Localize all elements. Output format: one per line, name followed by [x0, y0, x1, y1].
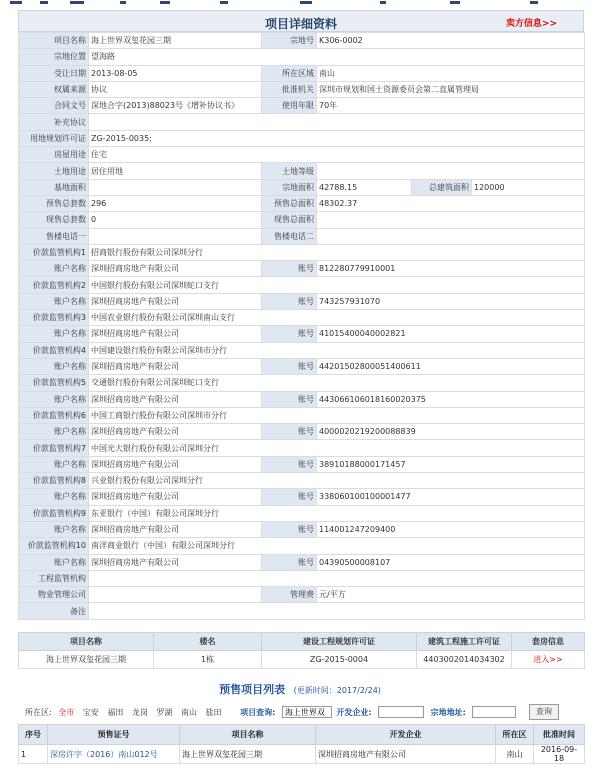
- value-parcel-area: 42788.15: [317, 179, 412, 195]
- presale-title: 预售项目列表: [219, 683, 286, 696]
- row-supervisor-bank: [19, 538, 585, 554]
- presale-table-header: [19, 725, 585, 745]
- label-property-mgmt: 物业管理公司: [19, 587, 89, 603]
- value-account-no: 04390500008107: [317, 554, 585, 570]
- value-house-use: 住宅: [89, 147, 585, 163]
- label-account-no: 账号: [262, 261, 317, 277]
- value-account-name: 深圳招商房地产有限公司: [89, 293, 262, 309]
- label-parcel-area: 宗地面积: [262, 179, 317, 195]
- cell-project-name: 海上世界双玺花园三期: [19, 651, 154, 669]
- label-source: 权属来源: [19, 81, 89, 97]
- col-index: 序号: [19, 725, 48, 745]
- value-account-name: 深圳招商房地产有限公司: [89, 391, 262, 407]
- value-account-name: 深圳招商房地产有限公司: [89, 326, 262, 342]
- label-account-name: 账户名称: [19, 424, 89, 440]
- row-supervisor-bank: [19, 473, 585, 489]
- value-contract: 深地合字(2013)88023号《增补协议书》: [89, 98, 262, 114]
- row-supervisor-account: [19, 489, 585, 505]
- col-permit: 预售证号: [48, 725, 180, 745]
- page-title: 项目详细资料: [264, 17, 337, 31]
- row-project-name: [19, 33, 585, 49]
- label-supervisor: 价款监管机构8: [19, 473, 89, 489]
- cell-index: 1: [19, 745, 48, 764]
- row-supervisor-account: [19, 424, 585, 440]
- row-location: [19, 49, 585, 65]
- label-supervisor: 价款监管机构2: [19, 277, 89, 293]
- row-supervisor-bank: [19, 375, 585, 391]
- label-house-use: 房屋用途: [19, 147, 89, 163]
- value-remarks: [89, 603, 585, 619]
- label-phone1: 售楼电话一: [19, 228, 89, 244]
- value-supervisor-bank: 交通银行股份有限公司深圳蛇口支行: [89, 375, 585, 391]
- row-supervisor-account: [19, 554, 585, 570]
- col-construct-permit: 建筑工程施工许可证: [417, 633, 512, 651]
- label-account-no: 账号: [262, 424, 317, 440]
- row-engineering: [19, 570, 585, 586]
- label-account-name: 账户名称: [19, 521, 89, 537]
- value-presale-units: 296: [89, 195, 262, 211]
- row-supervisor-bank: [19, 342, 585, 358]
- value-account-no: 44201502800051400611: [317, 358, 585, 374]
- value-spot-area: [317, 212, 585, 228]
- label-account-no: 账号: [262, 326, 317, 342]
- label-supplement: 补充协议: [19, 114, 89, 130]
- value-spot-units: 0: [89, 212, 262, 228]
- value-account-no: 812280779910001: [317, 261, 585, 277]
- row-supervisor-bank: [19, 505, 585, 521]
- label-base-area: 基地面积: [19, 179, 89, 195]
- value-mgmt-fee: 元/平方: [317, 587, 585, 603]
- row-supervisor-bank: [19, 440, 585, 456]
- value-parcel-no: K306-0002: [317, 33, 585, 49]
- value-supplement: [89, 114, 585, 130]
- project-detail-table: [18, 32, 585, 620]
- label-account-name: 账户名称: [19, 456, 89, 472]
- row-accept-date: [19, 65, 585, 81]
- developer-input[interactable]: [378, 706, 424, 718]
- value-supervisor-bank: 中国光大银行股份有限公司深圳分行: [89, 440, 585, 456]
- value-supervisor-bank: 中国农业银行股份有限公司深圳南山支行: [89, 310, 585, 326]
- value-project-name: 海上世界双玺花园三期: [89, 33, 262, 49]
- label-authority: 批准机关: [262, 81, 317, 97]
- label-account-name: 账户名称: [19, 326, 89, 342]
- rooms-enter-link[interactable]: 进入>>: [512, 651, 585, 669]
- value-land-use: 居住用地: [89, 163, 262, 179]
- value-property-mgmt: [89, 587, 262, 603]
- district-luohu[interactable]: 罗湖: [156, 707, 173, 717]
- row-supervisor-bank: [19, 310, 585, 326]
- row-supervisor-account: [19, 391, 585, 407]
- project-query-input[interactable]: [282, 706, 332, 718]
- district-all[interactable]: 全市: [58, 707, 75, 717]
- col-district: 所在区: [496, 725, 534, 745]
- top-decoration-strip: [0, 0, 600, 6]
- value-supervisor-bank: 南洋商业银行（中国）有限公司深圳分行: [89, 538, 585, 554]
- row-supervisor-account: [19, 456, 585, 472]
- label-spot-area: 现售总面积: [262, 212, 317, 228]
- label-supervisor: 价款监管机构6: [19, 407, 89, 423]
- value-base-area: [89, 179, 262, 195]
- label-account-no: 账号: [262, 293, 317, 309]
- table-row: [19, 745, 585, 764]
- row-spot: [19, 212, 585, 228]
- label-supervisor: 价款监管机构10: [19, 538, 89, 554]
- label-spot-units: 现售总套数: [19, 212, 89, 228]
- label-accept-date: 受让日期: [19, 65, 89, 81]
- value-location: 望海路: [89, 49, 585, 65]
- parcel-addr-label: 宗地地址:: [430, 707, 466, 717]
- value-accept-date: 2013-08-05: [89, 65, 262, 81]
- row-supervisor-bank: [19, 277, 585, 293]
- project-query-label: 项目查询:: [240, 707, 276, 717]
- value-engineering: [89, 570, 585, 586]
- value-account-name: 深圳招商房地产有限公司: [89, 424, 262, 440]
- value-district: 南山: [317, 65, 585, 81]
- label-project-name: 项目名称: [19, 33, 89, 49]
- value-account-no: 114001247209400: [317, 521, 585, 537]
- row-supervisor-account: [19, 521, 585, 537]
- value-account-name: 深圳招商房地产有限公司: [89, 456, 262, 472]
- district-longgang[interactable]: 龙岗: [131, 707, 148, 717]
- label-phone2: 售楼电话二: [262, 228, 317, 244]
- label-account-name: 账户名称: [19, 358, 89, 374]
- developer-label: 开发企业:: [336, 707, 372, 717]
- value-supervisor-bank: 兴业银行股份有限公司深圳分行: [89, 473, 585, 489]
- label-plan-permit: 用地规划许可证: [19, 130, 89, 146]
- label-supervisor: 价款监管机构3: [19, 310, 89, 326]
- row-contract: [19, 98, 585, 114]
- row-remarks: [19, 603, 585, 619]
- district-nanshan[interactable]: 南山: [180, 707, 197, 717]
- row-house-use: [19, 147, 585, 163]
- value-account-no: 4000020219200088839: [317, 424, 585, 440]
- label-engineering: 工程监管机构: [19, 570, 89, 586]
- label-location: 宗地位置: [19, 49, 89, 65]
- label-presale-area: 预售总面积: [262, 195, 317, 211]
- row-supervisor-account: [19, 293, 585, 309]
- value-use-years: 70年: [317, 98, 585, 114]
- presale-filter-bar: [25, 704, 585, 720]
- label-supervisor: 价款监管机构7: [19, 440, 89, 456]
- row-supervisor-account: [19, 261, 585, 277]
- row-land-use: [19, 163, 585, 179]
- label-account-name: 账户名称: [19, 554, 89, 570]
- label-land-use: 土地用途: [19, 163, 89, 179]
- value-supervisor-bank: 中国工商银行股份有限公司深圳市分行: [89, 407, 585, 423]
- col-project-name: 项目名称: [19, 633, 154, 651]
- label-account-name: 账户名称: [19, 261, 89, 277]
- cell-date: 2016-09-18: [534, 745, 585, 764]
- label-supervisor: 价款监管机构1: [19, 244, 89, 260]
- cell-building: 1栋: [154, 651, 262, 669]
- value-account-name: 深圳招商房地产有限公司: [89, 489, 262, 505]
- value-authority: 深圳市规划和国土资源委员会第二直属管理局: [317, 81, 585, 97]
- label-presale-units: 预售总套数: [19, 195, 89, 211]
- value-supervisor-bank: 中国银行股份有限公司深圳蛇口支行: [89, 277, 585, 293]
- label-account-name: 账户名称: [19, 293, 89, 309]
- district-baoan[interactable]: 宝安: [82, 707, 99, 717]
- detail-header: [18, 10, 584, 32]
- row-source: [19, 81, 585, 97]
- label-account-no: 账号: [262, 456, 317, 472]
- row-supervisor-account: [19, 358, 585, 374]
- value-account-no: 338060100100001477: [317, 489, 585, 505]
- value-account-no: 41015400040002821: [317, 326, 585, 342]
- supervisor-rows: [19, 244, 585, 570]
- value-account-name: 深圳招商房地产有限公司: [89, 554, 262, 570]
- label-supervisor: 价款监管机构5: [19, 375, 89, 391]
- cell-construct-permit: 4403002014034302: [417, 651, 512, 669]
- seller-info-link[interactable]: 卖方信息>>: [505, 19, 557, 29]
- update-time: (更新时间：2017/2/24): [293, 686, 381, 695]
- building-table: [18, 632, 585, 669]
- label-parcel-no: 宗地号: [262, 33, 317, 49]
- label-land-grade: 土地等级: [262, 163, 317, 179]
- value-total-build-area: 120000: [472, 179, 585, 195]
- col-name: 项目名称: [180, 725, 316, 745]
- row-property-mgmt: [19, 587, 585, 603]
- value-supervisor-bank: 中国建设银行股份有限公司深圳市分行: [89, 342, 585, 358]
- value-account-name: 深圳招商房地产有限公司: [89, 358, 262, 374]
- district-filter-label: 所在区:: [25, 707, 52, 717]
- value-supervisor-bank: 东亚银行（中国）有限公司深圳分行: [89, 505, 585, 521]
- col-rooms: 套房信息: [512, 633, 585, 651]
- cell-name: 海上世界双玺花园三期: [180, 745, 316, 764]
- value-source: 协议: [89, 81, 262, 97]
- presale-permit-link[interactable]: 深房许字（2016）南山012号: [48, 745, 180, 764]
- value-land-grade: [317, 163, 585, 179]
- label-supervisor: 价款监管机构9: [19, 505, 89, 521]
- label-account-no: 账号: [262, 391, 317, 407]
- label-total-build-area: 总建筑面积: [412, 179, 472, 195]
- row-phone: [19, 228, 585, 244]
- label-supervisor: 价款监管机构4: [19, 342, 89, 358]
- value-supervisor-bank: 招商银行股份有限公司深圳分行: [89, 244, 585, 260]
- value-account-no: 743257931070: [317, 293, 585, 309]
- cell-plan-permit: ZG-2015-0004: [262, 651, 417, 669]
- label-use-years: 使用年限: [262, 98, 317, 114]
- row-plan-permit: [19, 130, 585, 146]
- district-yantian[interactable]: 盐田: [205, 707, 222, 717]
- label-account-no: 账号: [262, 489, 317, 505]
- label-mgmt-fee: 管理费: [262, 587, 317, 603]
- label-account-no: 账号: [262, 358, 317, 374]
- label-account-name: 账户名称: [19, 391, 89, 407]
- row-supervisor-bank: [19, 407, 585, 423]
- query-button[interactable]: 查询: [529, 704, 559, 720]
- label-account-no: 账号: [262, 554, 317, 570]
- col-developer: 开发企业: [316, 725, 496, 745]
- value-plan-permit: ZG-2015-0035;: [89, 130, 585, 146]
- value-account-name: 深圳招商房地产有限公司: [89, 261, 262, 277]
- row-presale: [19, 195, 585, 211]
- value-account-no: 38910188000171457: [317, 456, 585, 472]
- value-phone1: [89, 228, 262, 244]
- col-building: 楼名: [154, 633, 262, 651]
- presale-table: [18, 724, 585, 764]
- col-date: 批准时间: [534, 725, 585, 745]
- parcel-addr-input[interactable]: [472, 706, 516, 718]
- label-remarks: 备注: [19, 603, 89, 619]
- label-account-name: 账户名称: [19, 489, 89, 505]
- value-account-name: 深圳招商房地产有限公司: [89, 521, 262, 537]
- label-contract: 合同文号: [19, 98, 89, 114]
- building-table-header: [19, 633, 585, 651]
- row-supplement: [19, 114, 585, 130]
- row-supervisor-bank: [19, 244, 585, 260]
- district-futian[interactable]: 福田: [107, 707, 124, 717]
- row-area: [19, 179, 585, 195]
- label-district: 所在区域: [262, 65, 317, 81]
- label-account-no: 账号: [262, 521, 317, 537]
- value-phone2: [317, 228, 585, 244]
- value-account-no: 443066106018160020375: [317, 391, 585, 407]
- value-presale-area: 48302.37: [317, 195, 585, 211]
- row-supervisor-account: [19, 326, 585, 342]
- col-plan-permit: 建设工程规划许可证: [262, 633, 417, 651]
- cell-district: 南山: [496, 745, 534, 764]
- presale-heading: [0, 681, 600, 697]
- table-row: [19, 651, 585, 669]
- cell-developer: 深圳招商房地产有限公司: [316, 745, 496, 764]
